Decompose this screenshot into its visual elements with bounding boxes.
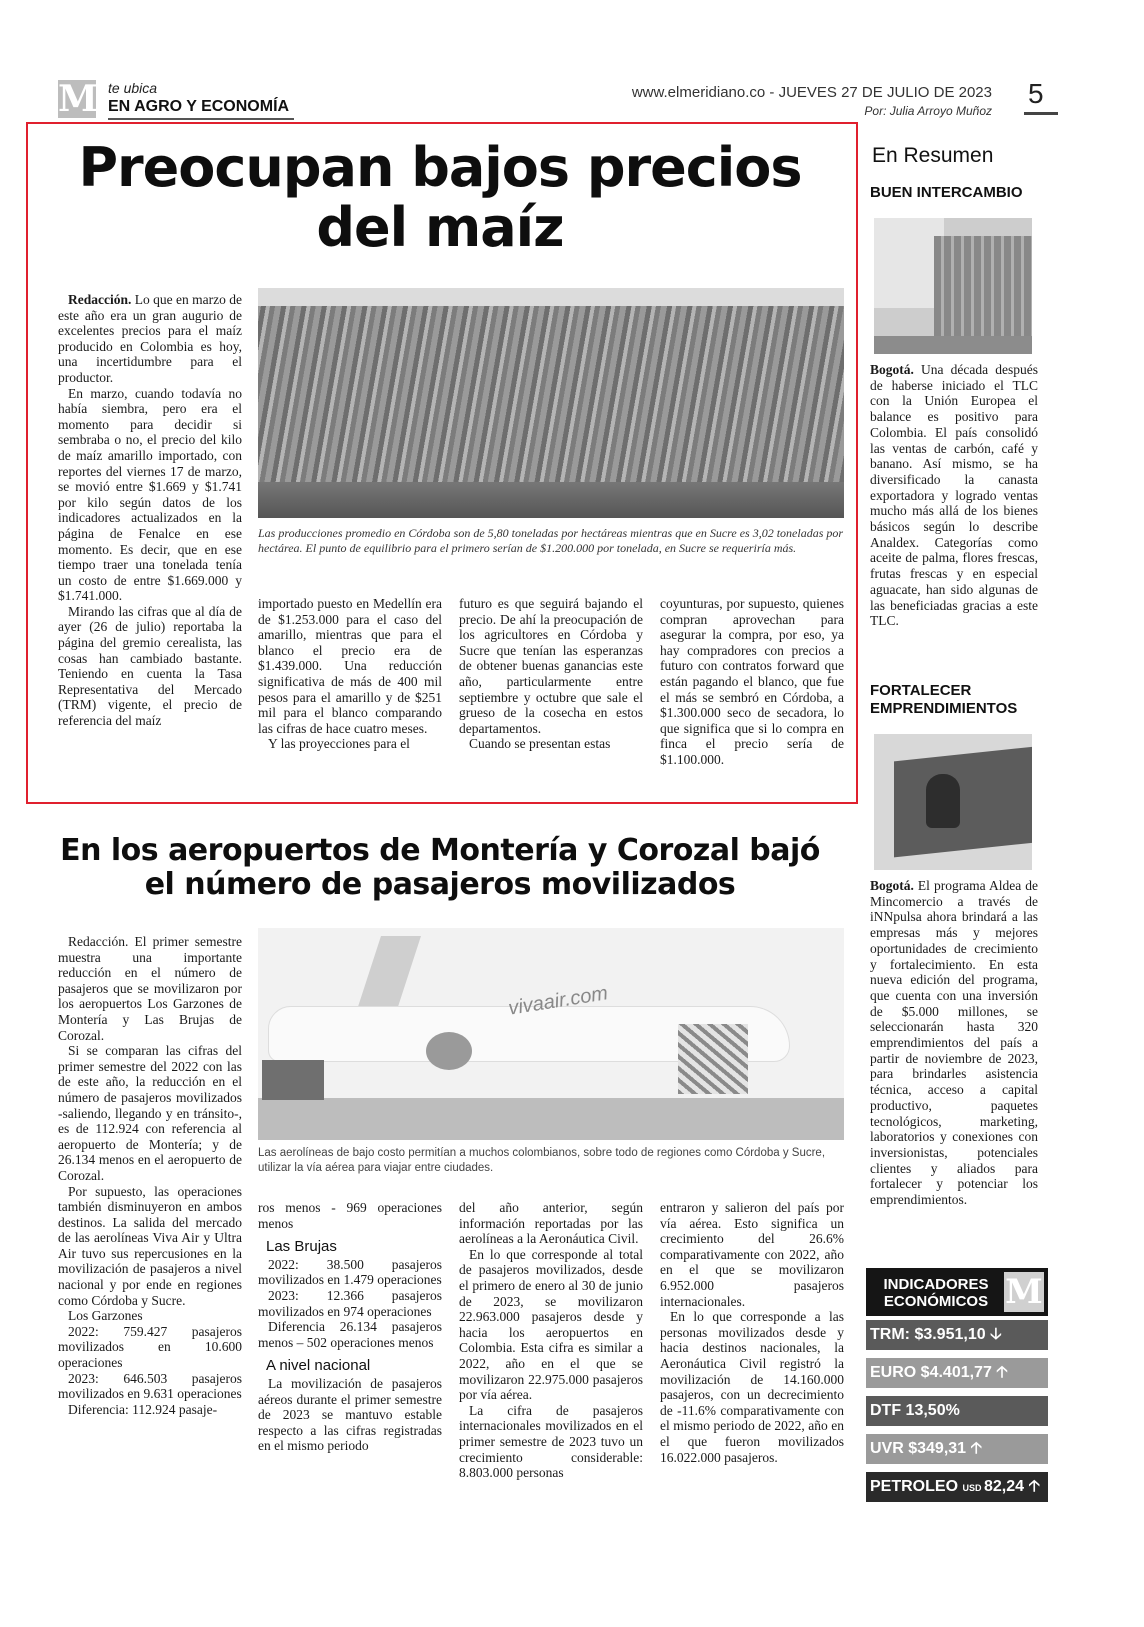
paragraph: 2022: 759.427 pasajeros movilizados en 10.600 operaciones [58, 1323, 242, 1371]
indicator-row [866, 1434, 1048, 1464]
paragraph: entraron y salieron del país por vía aérea. Esto significa un crecimiento del 26.6% comparativamente con 2022, año en el que se movilizaron 6.952.000 pasajeros internacionales. [660, 1200, 844, 1309]
paragraph: Diferencia: 112.924 pasaje- [68, 1401, 218, 1417]
article1-column-2 [258, 596, 442, 752]
page-number: 5 [1028, 78, 1044, 109]
trend-arrow-icon: 🡡 [996, 1364, 1008, 1381]
paragraph: Redacción. El primer semestre muestra una importante reducción en el número de pasajeros que se movilizaron por los aeropuertos Los Garzones de Montería y Las Brujas de Corozal. [58, 934, 242, 1043]
trend-arrow-icon: 🡡 [1028, 1478, 1040, 1495]
trend-arrow-icon: 🡡 [970, 1440, 983, 1457]
paragraph: futuro es que seguirá bajando el precio. De ahí la preocupación de los agricultores en Córdoba y Sucre que tenían las esperanzas de obtener buenas ganancias este año, particularmente entre septiembre y octubre que sale el grueso de la cosecha en estos departamentos. [459, 596, 643, 736]
indicator-value: 82,24 [983, 1478, 1029, 1495]
sidebar-heading-2: FORTALECER EMPRENDIMIENTOS [870, 682, 1018, 717]
trend-arrow-icon: 🡣 [990, 1326, 1002, 1343]
article1-column-3 [459, 596, 643, 752]
containers-photo [874, 218, 1032, 354]
indicator-value: 13,50% [905, 1402, 960, 1419]
indicator-label: TRM: [870, 1326, 915, 1343]
sidebar-title: En Resumen [872, 144, 994, 167]
mural-photo [874, 734, 1032, 870]
paragraph: Los Garzones [68, 1308, 143, 1324]
sidebar-body-1: Una década después de haberse iniciado el TLC con la Unión Europea el balance es positivo para Colombia. El país consolidó las ventas de carbón, café y banano. Así mismo, se ha diversificado la canasta exportadora y logrado ventas mucho más allá de los bienes básicos según lo describe Analdex. Categorías como aceite de palma, flores frescas, frutas frescas y en especial aguacate, han sido algunas de las beneficiadas gracias a este TLC. [870, 362, 1038, 629]
paragraph: En lo que corresponde al total de pasajeros movilizados, desde el primero de enero al 30 de junio de 2023, se movilizaron 22.963.000 pasajeros desde y hacia los aeropuertos en Colombia. Esta cifra es similar a 2022, año en el que se movilizaron 22.975.000 pasajeros por vía aérea. [459, 1246, 643, 1403]
indicator-row [866, 1472, 1048, 1502]
sidebar-body-2: El programa Aldea de Mincomercio a través de iNNpulsa ahora brindará a las empresas más y mejores oportunidades de crecimiento y fortalecimiento. En esta nueva edición del programa, que cuenta con una inversión de $5.000 millones, se seleccionarán hasta 320 emprendimientos del país a partir de noviembre de 2023, para brindarles asistencia técnica, acceso a capital productivo, paquetes tecnológicos, marketing, laboratorios y conexiones con inversionistas, potenciales clientes y aliados para fortalecer y potenciar los emprendimientos. [870, 878, 1038, 1208]
newspaper-logo: M [58, 78, 98, 120]
indicator-value: $3.951,10 [914, 1326, 991, 1343]
section-rule [108, 118, 294, 120]
sidebar-heading-1: BUEN INTERCAMBIO [870, 184, 1023, 201]
indicator-row [866, 1396, 1048, 1426]
plane-logo-text: vivaair.com [506, 982, 610, 1020]
airplane-photo [258, 928, 844, 1140]
indicator-label: PETROLEO [870, 1478, 963, 1495]
article2-caption: Las aerolíneas de bajo costo permitían a muchos colombianos, sobre todo de regiones como Córdoba y Sucre, utilizar la vía aérea para viajar entre ciudades. [258, 1147, 826, 1174]
sidebar-lead-2: Bogotá. [870, 878, 914, 893]
paragraph: En marzo, cuando todavía no había siembra, pero era el momento para decidir si sembraba o no, el precio del kilo de maíz amarillo importado, con reportes del viernes 17 de marzo, se movió entre $1.669 y $1.741 por kilo según datos de los indicadores actualizados en la página de Fenalce en ese momento. Es decir, que en ese tiempo traer una tonelada tenía un costo de entre $1.669.000 y $1.741.000. [58, 385, 242, 604]
subhead-nacional: A nivel nacional [266, 1357, 371, 1375]
page-number-rule [1024, 112, 1058, 115]
indicator-unit: USD [962, 1483, 984, 1493]
paragraph: 2022: 38.500 pasajeros movilizados en 1.479 operaciones [258, 1256, 442, 1288]
paragraph: Y las proyecciones para el [268, 736, 410, 752]
sidebar-lead-1: Bogotá. [870, 362, 914, 377]
subhead-las-brujas: Las Brujas [266, 1238, 337, 1256]
article2-column-2 [258, 1200, 442, 1454]
paragraph: Si se comparan las cifras del primer semestre del 2022 con las de este año, la reducción en el número de pasajeros movilizados -saliendo, llegando y en tránsito-, es de 112.924 con referencia al aeropuerto de Montería; y de 26.134 menos en el aeropuerto de Corozal. [58, 1043, 242, 1183]
article1-headline: Preocupan bajos precios del maíz [78, 136, 802, 259]
indicator-label: EURO [870, 1364, 921, 1381]
section-tagline: te ubica [108, 80, 158, 96]
indicator-row [866, 1358, 1048, 1388]
sidebar-text-1 [870, 362, 1038, 629]
paragraph: ros menos - 969 operaciones menos [258, 1200, 442, 1231]
article1-column-4 [660, 596, 844, 768]
sidebar-text-2 [870, 878, 1038, 1208]
paragraph: Redacción. Lo que en marzo de este año era un gran augurio de excelentes precios para el maíz producido en Colombia es hoy, una incertidumbre para el productor. [58, 292, 242, 385]
article2-column-4 [660, 1200, 844, 1465]
indicator-label: UVR [870, 1440, 909, 1457]
indicator-row [866, 1320, 1048, 1350]
indicators-title: INDICADORES ECONÓMICOS [883, 1276, 989, 1310]
section-title: EN AGRO Y ECONOMÍA [108, 98, 290, 115]
paragraph: Diferencia 26.134 pasajeros menos – 502 operaciones menos [258, 1319, 442, 1350]
author-credit: Por: Julia Arroyo Muñoz [864, 104, 992, 118]
corn-field-photo [258, 288, 844, 518]
paragraph: La movilización de pasajeros aéreos durante el primer semestre de 2023 se mantuvo estable respecto a las cifras registradas en el mismo periodo [258, 1375, 442, 1454]
byline-lead: Redacción. [68, 292, 132, 307]
paragraph: del año anterior, según información reportadas por las aerolíneas a la Aeronáutica Civil. [459, 1200, 643, 1247]
article2-headline: En los aeropuertos de Montería y Corozal bajó el número de pasajeros movilizados [60, 833, 820, 902]
paragraph: Mirando las cifras que al día de ayer (26 de julio) reportaba la página del gremio cerealista, las cosas han cambiado bastante. Teniendo en cuenta la Tasa Representativa del Mercado (TRM) vigente, el precio de referencia del maíz [58, 603, 242, 729]
paragraph: Por supuesto, las operaciones también disminuyeron en ambos destinos. La salida del mercado de las aerolíneas Viva Air y Ultra Air tuvo sus repercusiones en la movilización de pasajeros a nivel nacional y por ende en regiones como Córdoba y Sucre. [58, 1183, 242, 1308]
article1-caption: Las producciones promedio en Córdoba son de 5,80 toneladas por hectáreas mientras que en Sucre es 3,02 toneladas por hectárea. El punto de equilibrio para el primero serían de $1.200.000 por tonelada, en Sucre se requeriría más. [258, 526, 844, 555]
paragraph: importado puesto en Medellín era de $1.253.000 para el caso del amarillo, mientras que para el blanco el precio era de $1.439.000. Una reducción significativa de más de 400 mil pesos para el amarillo y de $251 mil para el blanco comparando las cifras de hace cuatro meses. [258, 596, 442, 736]
indicator-value: $349,31 [908, 1440, 971, 1457]
indicators-logo: M [1005, 1272, 1043, 1312]
article2-column-1 [58, 934, 242, 1417]
paragraph: En lo que corresponde a las personas movilizados desde y hacia destinos nacionales, la Aeronáutica Civil registró la movilización de 14.160.000 pasajeros, con un decrecimiento de -11.6% comparativamente con el mismo periodo de 2022, año en el que fueron movilizados 16.022.000 pasajeros. [660, 1309, 844, 1465]
indicator-label: DTF [870, 1402, 906, 1419]
paragraph: 2023: 646.503 pasajeros movilizados en 9.631 operaciones [58, 1370, 242, 1402]
article1-column-1 [58, 292, 242, 729]
article2-column-3 [459, 1200, 643, 1481]
indicator-value: $4.401,77 [920, 1364, 997, 1381]
paragraph: Cuando se presentan estas [469, 736, 611, 752]
paragraph: coyunturas, por supuesto, quienes compran aprovechan para asegurar la compra, por eso, ya hay compradores con precios a futuro con contratos forward que están pagando el blanco, que fue el más se sembró en Córdoba, a $1.300.000 seco de secadora, lo que significa que si lo compra en finca el precio sería de $1.100.000. [660, 596, 844, 767]
paragraph: 2023: 12.366 pasajeros movilizados en 974 operaciones [258, 1287, 442, 1319]
site-date: www.elmeridiano.co - JUEVES 27 DE JULIO DE 2023 [631, 84, 992, 101]
paragraph: La cifra de pasajeros internacionales movilizados en el primer semestre de 2023 tuvo un crecimiento considerable: 8.803.000 personas [459, 1402, 643, 1481]
